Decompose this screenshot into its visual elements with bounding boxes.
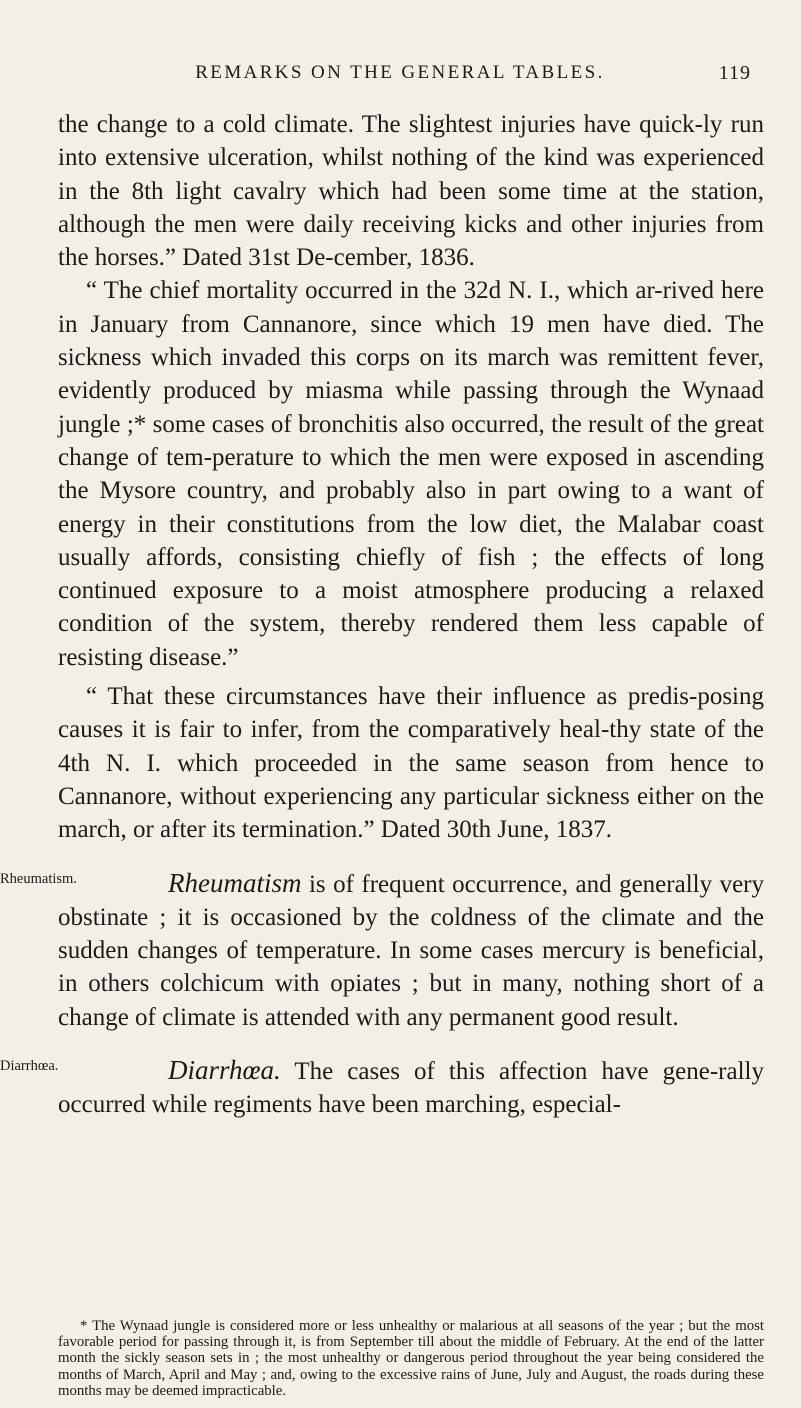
heading-diarrhoea: Diarrhœa. (168, 1055, 281, 1086)
heading-rheumatism: Rheumatism (168, 867, 302, 898)
page-number: 119 (718, 62, 751, 84)
paragraph-rheumatism (0, 867, 764, 1034)
footnote-text: * The Wynaad jungle is considered more or less unhealthy or malarious at all seasons of the year ; but the most favorable period for passing through it, is from September till about the middle of February. At the end of the latter month the sickly season sets in ; the most unhealthy or dangerous period throughout the year being considered the months of March, April and May ; and, owing to the excessive rains of June, July and August, the roads during these months may be deemed impracticable. (58, 1318, 764, 1399)
main-text (0, 108, 764, 1122)
running-head (0, 56, 801, 96)
paragraph-diarrhoea (0, 1054, 764, 1122)
rheumatism-text: is of frequent occurrence, and generally very obstinate ; it is occasioned by the coldness of the climate and the sudden changes of temperature. In some cases mercury is beneficial, in others colchicum with opiates ; but in many, nothing short of a change of climate is attended with any permanent good result. (58, 870, 764, 1031)
paragraph-chief-mortality: “ The chief mortality occurred in the 32d N. I., which ar-rived here in January from Cannanore, since which 19 men have died. The sickness which invaded this corps on its march was remittent fever, evidently produced by miasma while passing through the Wynaad jungle ;* some cases of bronchitis also occurred, the result of the great change of tem-perature to which the men were exposed in ascending the Mysore country, and probably also in part owing to a want of energy in their constitutions from the low diet, the Malabar coast usually affords, consisting chiefly of fish ; the effects of long continued exposure to a moist atmosphere producing a relaxed condition of the system, thereby rendered them less capable of resisting disease.” (58, 277, 764, 671)
paragraph-predisposing-causes: “ That these circumstances have their influence as predis-posing causes it is fair to infer, from the comparatively heal-thy state of the 4th N. I. which proceeded in the same season from hence to Cannanore, without experiencing any particular sickness either on the march, or after its termination.” Dated 30th June, 1837. (58, 683, 764, 844)
footnote (58, 1318, 764, 1399)
paragraph-continuation: the change to a cold climate. The slightest injuries have quick-ly run into extensive ulceration, whilst nothing of the kind was experienced in the 8th light cavalry which had been some time at the station, although the men were daily receiving kicks and other injuries from the horses.” Dated 31st De-cember, 1836. (58, 111, 764, 272)
side-note-diarrhoea: Diarrhœa. (0, 1058, 59, 1075)
diarrhoea-text: The cases of this affection have gene-rally occurred while regiments have been marching, especial- (58, 1058, 764, 1119)
running-title: REMARKS ON THE GENERAL TABLES. (195, 62, 605, 83)
side-note-rheumatism: Rheumatism. (0, 870, 77, 887)
